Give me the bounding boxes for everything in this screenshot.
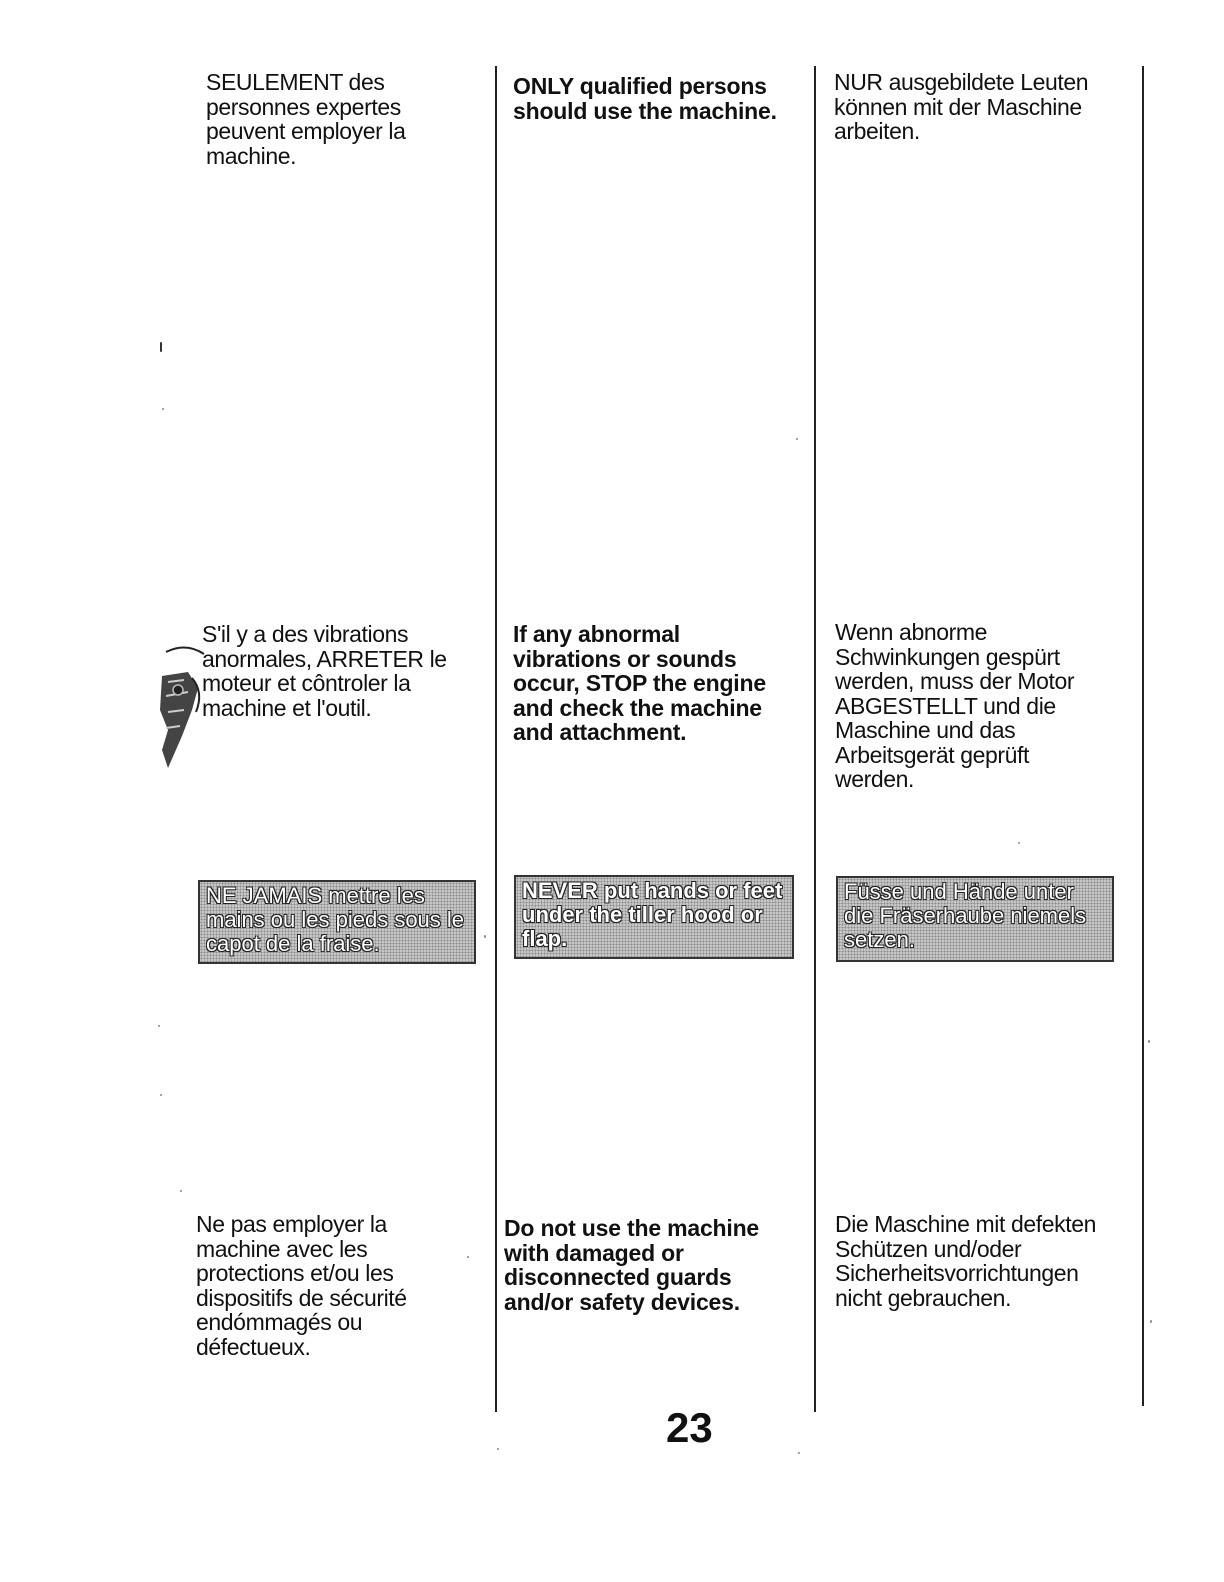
- scan-speck: [467, 1256, 469, 1258]
- english-qualified-text: ONLY qualified persons should use the machine.: [513, 73, 777, 124]
- page-number: 23: [666, 1404, 713, 1451]
- scan-speck: [1148, 1040, 1150, 1043]
- french-qualified-text: SEULEMENT des personnes expertes peuvent employer la machine.: [206, 69, 406, 169]
- french-never-warning-box: NE JAMAIS mettre les mains ou les pieds sous le capot de la fraise.: [198, 880, 476, 964]
- scan-speck: [158, 1025, 160, 1027]
- german-vibrations-text: Wenn abnorme Schwinkungen gespürt werden, muss der Motor ABGESTELLT und die Maschine und das Arbeitsgerät geprüft werden.: [835, 619, 1075, 792]
- column-divider-right: [1142, 66, 1144, 1406]
- scan-speck: [1018, 842, 1020, 844]
- scan-speck: [160, 1094, 162, 1096]
- scan-speck: [162, 408, 164, 410]
- french-damaged-guards-text: Ne pas employer la machine avec les protections et/ou les dispositifs de sécurité endómmagés ou défectueux.: [196, 1211, 407, 1360]
- scan-speck: [160, 342, 162, 352]
- scan-speck: [484, 935, 486, 938]
- scan-speck: [1150, 1320, 1152, 1323]
- french-vibrations-text: S'il y a des vibrations anormales, ARRETER le moteur et côntroler la machine et l'outil.: [202, 621, 447, 721]
- english-never-warning-box: NEVER put hands or feet under the tiller hood or flap.: [514, 875, 794, 959]
- english-vibrations-text: If any abnormal vibrations or sounds occur, STOP the engine and check the machine and attachment.: [513, 621, 766, 745]
- german-damaged-guards-text: Die Maschine mit defekten Schützen und/oder Sicherheitsvorrichtungen nicht gebrauchen.: [835, 1211, 1097, 1311]
- scan-speck: [798, 1452, 800, 1454]
- german-never-warning-box: Füsse und Hände unter die Fräserhaube niemels setzen.: [836, 876, 1114, 962]
- scan-speck: [497, 1448, 499, 1450]
- scan-speck: [796, 438, 798, 440]
- column-divider-middle: [814, 66, 816, 1412]
- scan-speck: [180, 1190, 182, 1192]
- column-divider-left: [495, 66, 497, 1412]
- german-qualified-text: NUR ausgebildete Leuten können mit der Maschine arbeiten.: [834, 69, 1089, 144]
- engine-illustration-fragment: [158, 640, 206, 770]
- english-damaged-guards-text: Do not use the machine with damaged or disconnected guards and/or safety devices.: [504, 1215, 760, 1315]
